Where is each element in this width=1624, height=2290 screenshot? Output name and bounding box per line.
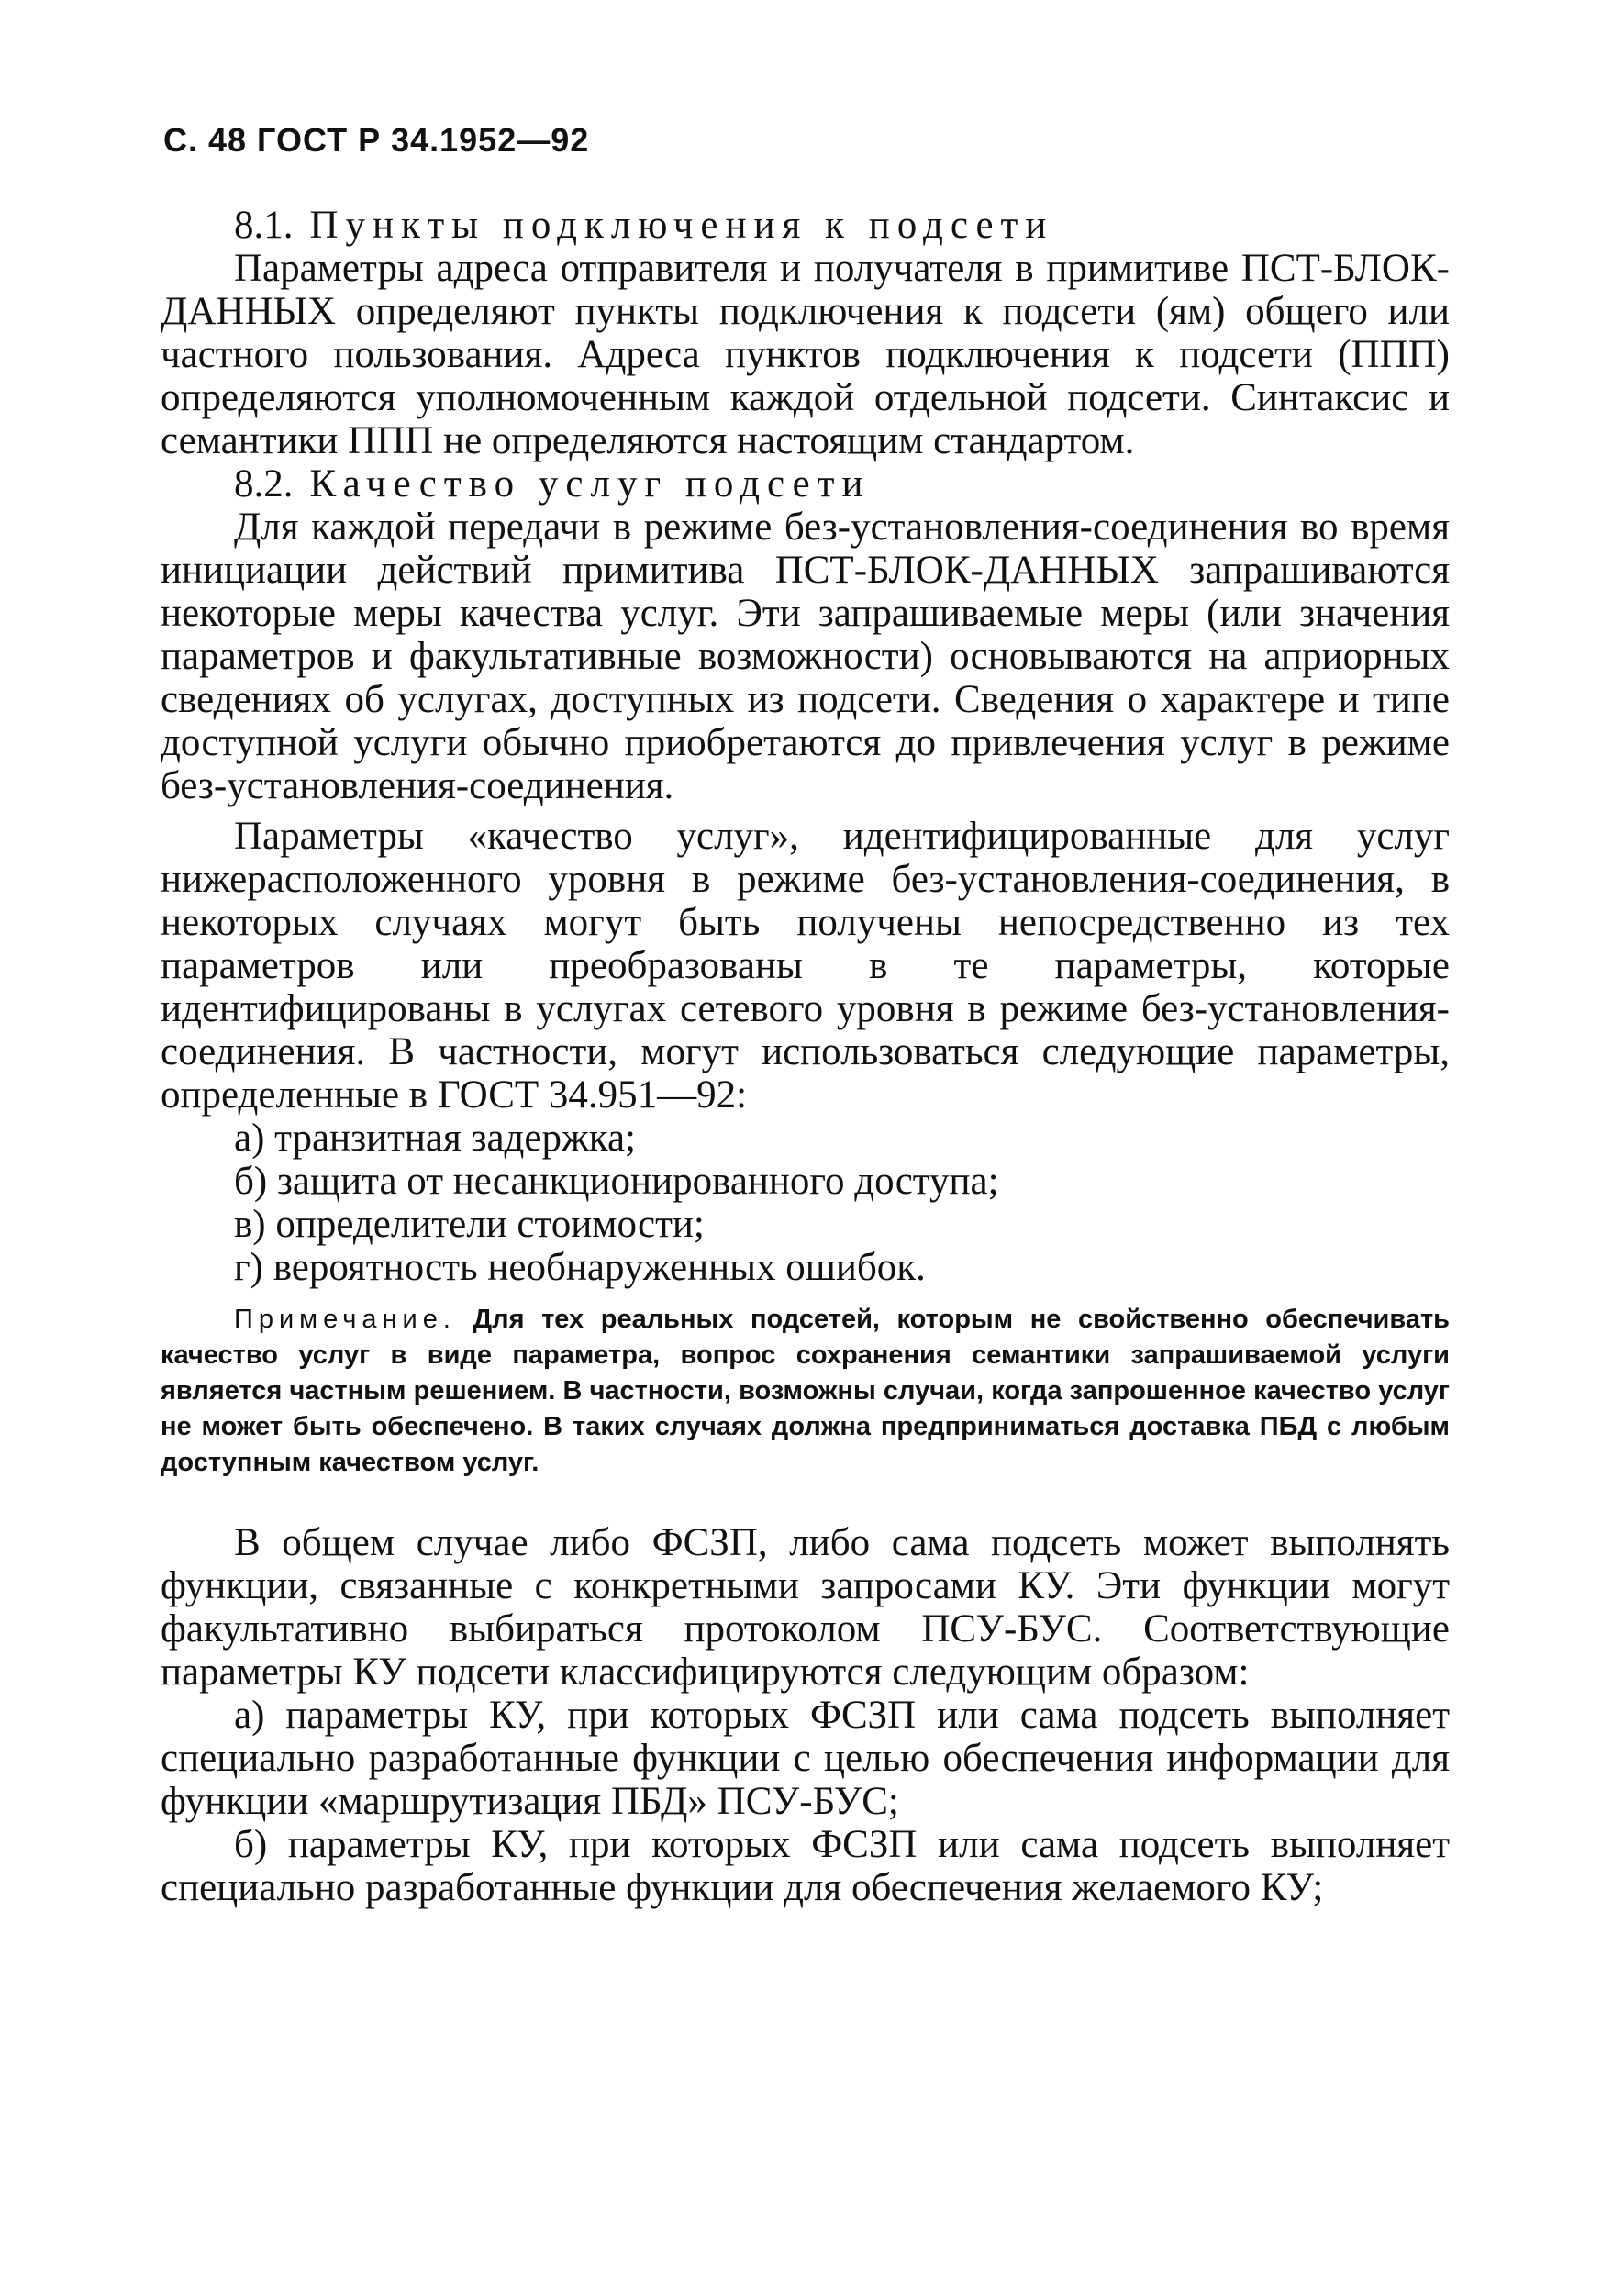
paragraph: Параметры адреса отправителя и получателя в примитиве ПСТ-БЛОК-ДАННЫХ определяют пункты подключения к подсети (ям) общего или частного пользования. Адреса пунктов подключения к подсети (ППП) определяются уполномоченным каждой отдельной подсети. Синтаксис и семантики ППП не определяются настоящим стандартом. — [161, 247, 1450, 462]
paragraph: Параметры «качество услуг», идентифицированные для услуг нижерасположенного уровня в режиме без-установления-соединения, в некоторых случаях могут быть получены непосредственно из тех параметров или преобразованы в те параметры, которые идентифицированы в услугах сетевого уровня в режиме без-установления-соединения. В частности, могут использоваться следующие параметры, определенные в ГОСТ 34.951—92: — [161, 815, 1450, 1117]
list-item: а) транзитная задержка; — [234, 1117, 636, 1160]
note — [161, 1302, 1450, 1481]
section-heading-8-1 — [161, 204, 1450, 247]
section-number: 8.2. — [234, 462, 294, 506]
note-text: Для тех реальных подсетей, которым не свойственно обеспечивать качество услуг в виде параметра, вопрос сохранения семантики запрашиваемой услуги является частным решением. В частности, возможны случаи, когда запрошенное качество услуг не может быть обеспечено. В таких случаях должна предприниматься доставка ПБД с любым доступным качеством услуг. — [161, 1305, 1450, 1477]
page-content — [161, 204, 1450, 1909]
list-item: в) определители стоимости; — [234, 1203, 705, 1246]
qos-parameter-list — [161, 1117, 1450, 1289]
list-item: б) параметры КУ, при которых ФСЗП или сама подсеть выполняет специально разработанные функции для обеспечения желаемого КУ; — [161, 1823, 1450, 1909]
paragraph: Для каждой передачи в режиме без-установления-соединения во время инициации действий примитива ПСТ-БЛОК-ДАННЫХ запрашиваются некоторые меры качества услуг. Эти запрашиваемые меры (или значения параметров и факультативные возможности) основываются на априорных сведениях об услугах, доступных из подсети. Сведения о характере и типе доступной услуги обычно приобретаются до привлечения услуг в режиме без-установления-соединения. — [161, 506, 1450, 807]
note-label: Примечание. — [234, 1305, 456, 1334]
section-number: 8.1. — [234, 204, 294, 247]
page-header: С. 48 ГОСТ Р 34.1952—92 — [163, 121, 590, 159]
section-title: Пункты подключения к подсети — [309, 204, 1054, 247]
paragraph: В общем случае либо ФСЗП, либо сама подсеть может выполнять функции, связанные с конкретными запросами КУ. Эти функции могут факультативно выбираться протоколом ПСУ-БУС. Соответствующие параметры КУ подсети классифицируются следующим образом: — [161, 1521, 1450, 1694]
list-item: б) защита от несанкционированного доступа; — [234, 1160, 999, 1203]
section-title: Качество услуг подсети — [309, 462, 871, 506]
list-item: г) вероятность необнаруженных ошибок. — [234, 1246, 926, 1289]
section-heading-8-2 — [161, 462, 1450, 506]
list-item: а) параметры КУ, при которых ФСЗП или сама подсеть выполняет специально разработанные функции с целью обеспечения информации для функции «маршрутизация ПБД» ПСУ-БУС; — [161, 1694, 1450, 1823]
